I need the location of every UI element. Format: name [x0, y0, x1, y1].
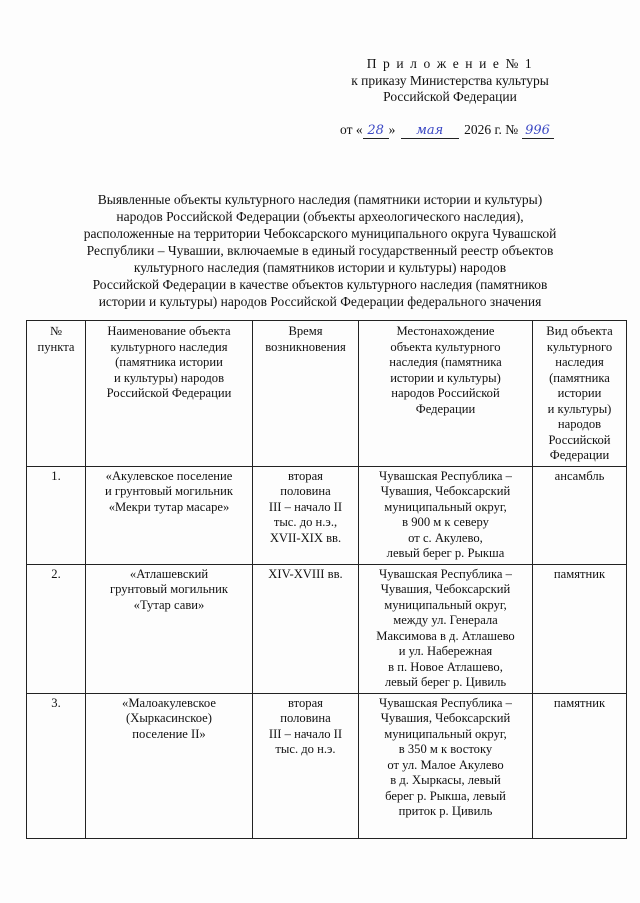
- table-row: [27, 564, 627, 693]
- cell-line: вторая: [288, 695, 323, 710]
- cell-number: [27, 466, 86, 564]
- cell-line: Федерации: [549, 448, 610, 462]
- cell-origin-time: [253, 466, 359, 564]
- order-mid: »: [388, 122, 396, 137]
- document-title: [40, 191, 600, 310]
- cell-line: муниципальный округ,: [384, 726, 507, 741]
- order-number-handwritten: 996: [522, 124, 554, 139]
- cell-line: Чувашия, Чебоксарский: [380, 484, 511, 498]
- cell-line: наследия: [555, 355, 604, 369]
- cell-location: [359, 693, 533, 838]
- cell-line: культурного: [546, 339, 613, 354]
- cell-line: «Тутар сави»: [133, 597, 205, 612]
- cell-line: Чувашская Республика –: [379, 468, 512, 483]
- cell-line: памятник: [553, 695, 606, 710]
- cell-line: и культуры) народов: [113, 370, 225, 385]
- cell-line: памятник: [553, 566, 606, 581]
- cell-line: ансамбль: [554, 468, 605, 483]
- cell-line: (Хыркасинское): [126, 711, 212, 725]
- header-object-type: [533, 321, 627, 467]
- order-day-handwritten: 28: [363, 124, 389, 139]
- cell-line: Чувашия, Чебоксарский: [380, 582, 511, 596]
- title-line: культурного наследия (памятников истории и культуры) народов: [133, 260, 507, 275]
- appendix-header: [300, 56, 600, 106]
- cell-line: между ул. Генерала: [393, 613, 498, 627]
- cell-line: в 900 м к северу: [402, 515, 489, 529]
- cell-line: Чувашская Республика –: [379, 566, 512, 581]
- table-row: [27, 693, 627, 838]
- title-line: истории и культуры) народов Российской Федерации федерального значения: [98, 294, 542, 309]
- cell-object-name: [86, 466, 253, 564]
- cell-number: [27, 693, 86, 838]
- order-month-handwritten: мая: [401, 124, 459, 139]
- cell-line: в д. Хыркасы, левый: [390, 773, 501, 787]
- cell-object-name: [86, 564, 253, 693]
- cell-line: левый берег р. Рыкша: [386, 546, 505, 560]
- cell-line: и ул. Набережная: [398, 644, 493, 658]
- cell-object-type: [533, 466, 627, 564]
- title-line: народов Российской Федерации (объекты археологического наследия),: [116, 209, 524, 224]
- cell-line: народов Российской: [391, 386, 500, 400]
- cell-line: Чувашская Республика –: [379, 695, 512, 710]
- cell-number: [27, 564, 86, 693]
- cell-line: истории и культуры): [390, 370, 501, 385]
- heritage-objects-table: [26, 320, 627, 839]
- cell-line: пункта: [37, 339, 75, 354]
- cell-origin-time: [253, 564, 359, 693]
- cell-line: поселение II»: [132, 726, 206, 741]
- cell-line: «Акулевское поселение: [105, 468, 233, 483]
- cell-line: «Мекри тутар масаре»: [108, 499, 230, 514]
- cell-line: №: [49, 324, 63, 338]
- order-date-number: [340, 122, 600, 139]
- cell-line: возникновения: [265, 339, 346, 354]
- cell-line: вторая: [288, 468, 323, 483]
- cell-line: муниципальный округ,: [384, 499, 507, 514]
- cell-line: наследия (памятника: [389, 355, 502, 369]
- cell-line: 1.: [51, 468, 61, 483]
- header-origin-time: [253, 321, 359, 467]
- header-location: [359, 321, 533, 467]
- cell-line: (памятника: [549, 370, 610, 385]
- table-header-row: [27, 321, 627, 467]
- title-line: Российской Федерации в качестве объектов культурного наследия (памятников: [92, 277, 548, 292]
- header-number: [27, 321, 86, 467]
- cell-line: левый берег р. Цивиль: [384, 675, 507, 689]
- cell-line: Российской: [548, 432, 611, 447]
- cell-line: истории: [557, 386, 602, 400]
- cell-line: объекта культурного: [390, 339, 501, 354]
- cell-line: Местонахождение: [396, 324, 495, 338]
- cell-line: берег р. Рыкша, левый: [385, 788, 506, 803]
- appendix-order-ref: к приказу Министерства культуры: [351, 72, 549, 88]
- cell-line: народов: [557, 417, 602, 431]
- appendix-label: П р и л о ж е н и е № 1: [366, 56, 534, 71]
- order-prefix: от «: [340, 122, 363, 137]
- cell-line: половина: [280, 711, 331, 725]
- header-object-name: [86, 321, 253, 467]
- cell-object-type: [533, 693, 627, 838]
- title-line: расположенные на территории Чебоксарского муниципального округа Чувашской: [83, 226, 557, 241]
- cell-line: в 350 м к востоку: [398, 742, 493, 756]
- cell-line: муниципальный округ,: [384, 597, 507, 612]
- order-year: 2026 г. №: [464, 122, 519, 137]
- cell-line: Российской Федерации: [106, 386, 232, 400]
- title-line: Выявленные объекты культурного наследия (памятники истории и культуры): [97, 192, 543, 207]
- cell-line: от ул. Малое Акулево: [387, 757, 504, 772]
- cell-object-name: [86, 693, 253, 838]
- cell-location: [359, 466, 533, 564]
- cell-location: [359, 564, 533, 693]
- cell-line: половина: [280, 484, 331, 498]
- cell-line: III – начало II: [268, 499, 343, 514]
- cell-line: III – начало II: [268, 726, 343, 741]
- cell-line: Наименование объекта: [107, 324, 231, 338]
- cell-line: и грунтовый могильник: [105, 484, 233, 498]
- cell-line: Чувашия, Чебоксарский: [380, 711, 511, 725]
- cell-line: тыс. до н.э.,: [273, 515, 338, 529]
- cell-line: от с. Акулево,: [408, 530, 483, 545]
- cell-line: и культуры): [547, 401, 612, 416]
- table-row: [27, 466, 627, 564]
- cell-line: 3.: [51, 695, 61, 710]
- cell-line: XIV-XVIII вв.: [268, 566, 343, 581]
- cell-line: (памятника истории: [115, 355, 223, 369]
- cell-line: культурного наследия: [110, 339, 228, 354]
- cell-line: XVII-XIX вв.: [269, 530, 342, 545]
- cell-object-type: [533, 564, 627, 693]
- cell-line: «Атлашевский: [129, 566, 209, 581]
- cell-line: Время: [288, 324, 323, 338]
- cell-line: Максимова в д. Атлашево: [376, 628, 515, 643]
- cell-line: Федерации: [415, 401, 476, 416]
- cell-line: в п. Новое Атлашево,: [388, 659, 503, 674]
- cell-line: грунтовый могильник: [109, 582, 229, 596]
- appendix-authority: Российской Федерации: [383, 89, 517, 104]
- cell-line: 2.: [51, 566, 61, 581]
- cell-line: «Малоакулевское: [122, 695, 216, 710]
- cell-line: приток р. Цивиль: [398, 804, 493, 818]
- cell-line: тыс. до н.э.: [275, 742, 336, 756]
- cell-line: Вид объекта: [546, 324, 613, 338]
- title-line: Республики – Чувашии, включаемые в единый государственный реестр объектов: [86, 243, 554, 258]
- cell-origin-time: [253, 693, 359, 838]
